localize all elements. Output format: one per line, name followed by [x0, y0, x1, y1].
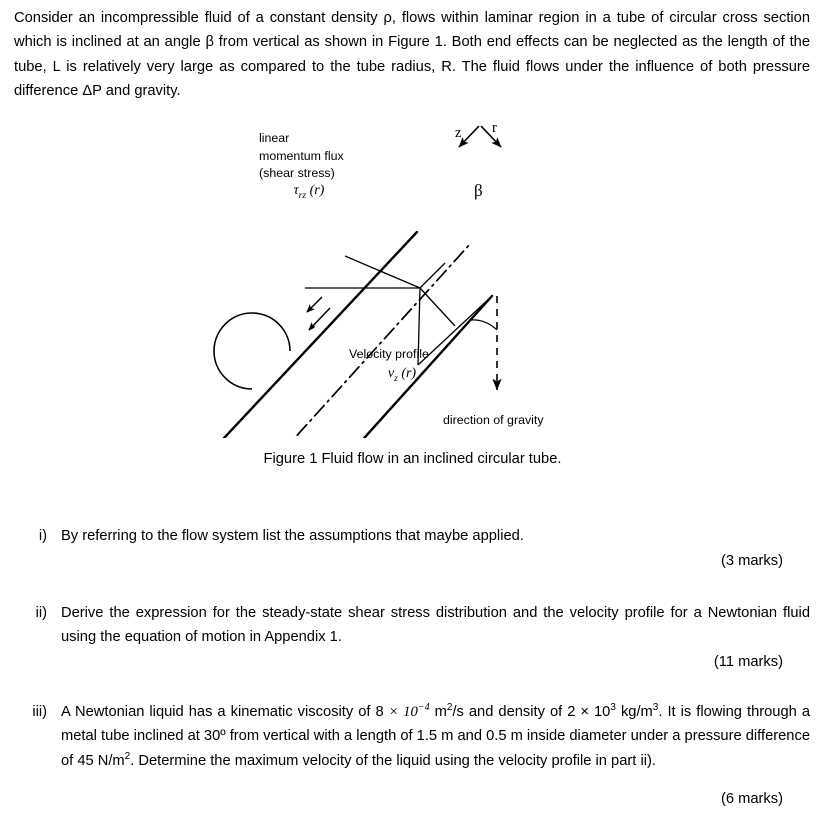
- shear-stress-label-line2: momentum flux: [259, 148, 344, 163]
- question-item-i: [14, 524, 810, 548]
- vz-subscript: z: [394, 373, 398, 384]
- shear-stress-label-line1: linear: [259, 131, 290, 145]
- q3-exp5: 2: [124, 750, 131, 762]
- q3-times1: × 10: [388, 704, 418, 720]
- angle-label-beta: β: [474, 181, 483, 200]
- q3-part4: kg/m: [615, 704, 653, 720]
- q3-exp1: −4: [417, 702, 430, 714]
- vz-base: v: [387, 366, 395, 381]
- q3-part5: . It is flowing through a metal tube inclined at 30º from vertical with a length of 1.5 m and 0.5 m inside diameter under a pressure difference of 45 N/m: [61, 704, 810, 769]
- intro-paragraph: Consider an incompressible fluid of a constant density ρ, flows within laminar region in a tube of circular cross section which is inclined at an angle β from vertical as shown in Figure 1. Both end effects can be neglected as the length of the tube, L is relatively very large as compared to the tube radius, R. The fluid flows under the influence of both pressure difference ΔP and gravity.: [14, 10, 810, 99]
- q3-exp4: 3: [652, 702, 659, 714]
- marks-i: (3 marks): [720, 553, 783, 569]
- velocity-profile-label: Velocity profile: [349, 347, 429, 361]
- axis-label-z: z: [455, 125, 462, 141]
- marks-ii: (11 marks): [713, 654, 783, 670]
- inclined-tube-diagram: [0, 108, 825, 438]
- beta-angle-arc: [470, 320, 497, 330]
- tau-subscript: rz: [298, 190, 307, 201]
- q3-part3: /s and density of 2: [452, 704, 581, 720]
- q3-exp2: 2: [446, 702, 453, 714]
- vz-symbol: [349, 365, 455, 383]
- q3-part1: A Newtonian liquid has a kinematic viscosity of 8: [61, 704, 389, 720]
- q3-part6: . Determine the maximum velocity of the liquid using the velocity profile in part ii).: [130, 752, 656, 769]
- figure-caption: Figure 1 Fluid flow in an inclined circular tube.: [263, 451, 562, 467]
- q3-exp3: 3: [610, 702, 616, 714]
- question-item-ii: [14, 601, 810, 650]
- shear-stress-label: [259, 130, 344, 183]
- question-marker-ii: ii): [35, 605, 47, 621]
- question-item-iii: [14, 700, 810, 773]
- question-marker-i: i): [38, 528, 47, 544]
- tube-centerline: [245, 244, 470, 438]
- shear-stress-label-line3: (shear stress): [259, 166, 335, 180]
- q3-part2: m: [429, 704, 447, 720]
- question-text-ii: Derive the expression for the steady-state shear stress distribution and the velocity profile for a Newtonian fluid using the equation of motion in Appendix 1.: [61, 605, 810, 646]
- question-text-iii: [61, 700, 810, 773]
- velocity-profile-envelope: [214, 313, 290, 389]
- tau-base: τ: [293, 183, 299, 198]
- tau-argument: (r): [306, 183, 325, 198]
- marks-iii: (6 marks): [720, 791, 783, 807]
- figure-1: [0, 108, 825, 438]
- vz-argument: (r): [397, 366, 417, 381]
- question-text-i: By referring to the flow system list the assumptions that maybe applied.: [61, 528, 524, 544]
- axis-label-r: r: [492, 120, 497, 136]
- q3-times2: × 10: [580, 704, 611, 720]
- tau-rz-symbol: [259, 182, 359, 200]
- question-marker-iii: iii): [32, 704, 47, 720]
- gravity-direction-label: direction of gravity: [443, 413, 544, 427]
